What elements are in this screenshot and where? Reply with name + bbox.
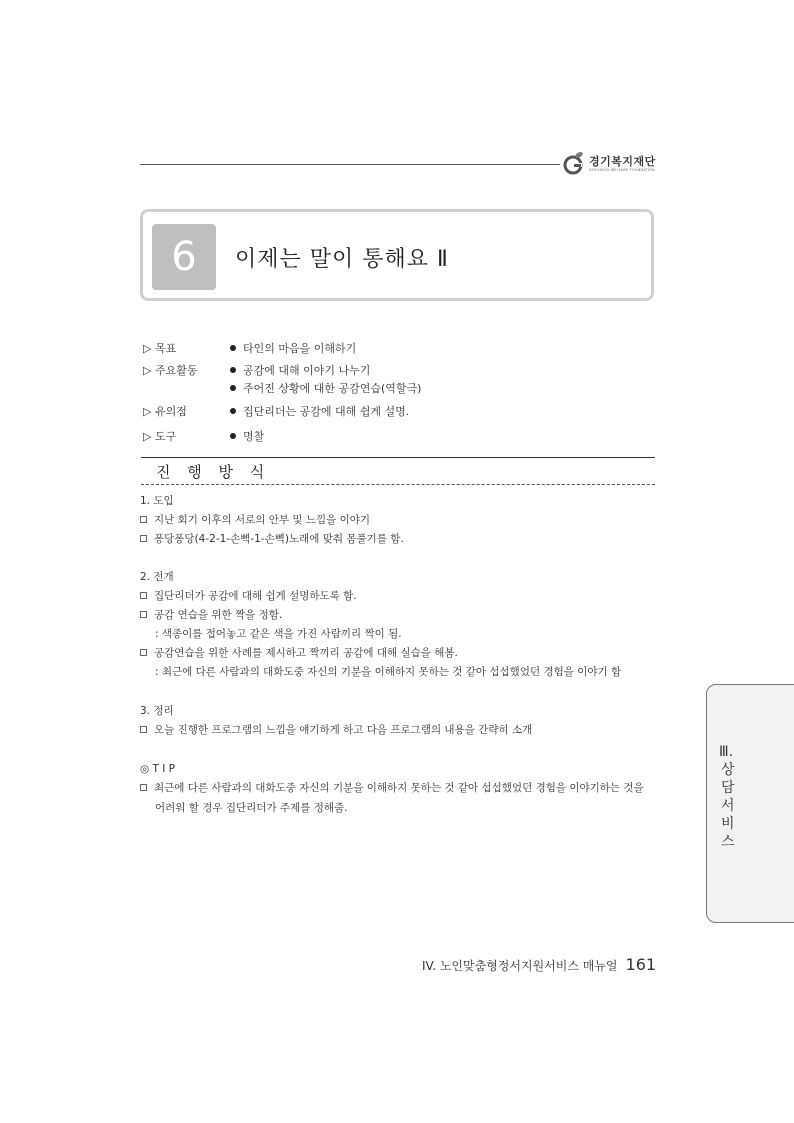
list-subitem: : 색종이를 접어놓고 같은 색을 가진 사람끼리 짝이 됨. — [155, 628, 402, 640]
list-item: 지난 회기 이후의 서로의 안부 및 느낌을 이야기 — [140, 512, 370, 528]
bullet-icon — [230, 345, 236, 351]
session-title: 이제는 말이 통해요 Ⅱ — [235, 247, 449, 272]
activity-item: 주어진 상황에 대한 공감연습(역할극) — [230, 380, 421, 398]
goal-label: ▷ 목표 — [143, 342, 177, 355]
tools-items — [230, 428, 264, 446]
side-tab-line: 스 — [721, 834, 735, 850]
tip-heading: ◎ T I P — [140, 763, 176, 775]
checkbox-square-icon — [140, 726, 147, 733]
activity-item: 공감에 대해 이야기 나누기 — [230, 362, 421, 380]
side-tab-line: 서 — [721, 798, 735, 814]
bullet-icon — [230, 367, 236, 373]
wrapup-heading: 3. 정리 — [140, 705, 174, 717]
list-item: 집단리더가 공감에 대해 쉽게 설명하도록 함. — [140, 588, 357, 604]
list-subitem: : 최근에 다른 사람과의 대화도중 자신의 기분을 이해하지 못하는 것 같아 섭섭했었던 경험을 이야기 함 — [155, 666, 622, 678]
section-bottom-rule — [141, 484, 655, 485]
session-number: 6 — [152, 224, 216, 290]
checkbox-square-icon — [140, 649, 147, 656]
logo-text: 경기복지재단 — [589, 155, 656, 168]
checkbox-square-icon — [140, 784, 147, 791]
foundation-logo — [562, 150, 656, 176]
session-title-box — [140, 209, 654, 301]
page-footer — [422, 955, 656, 974]
goal-items — [230, 340, 356, 358]
header-rule — [140, 164, 560, 165]
caution-items — [230, 403, 409, 421]
list-item: 최근에 다른 사람과의 대화도중 자신의 기분을 이해하지 못하는 것 같아 섭섭했었던 경험을 이야기하는 것을 — [140, 780, 644, 796]
logo-subtext: GYEONGGI WELFARE FOUNDATION — [589, 168, 655, 172]
chapter-side-tab — [706, 684, 794, 923]
tools-item: 명찰 — [230, 428, 264, 446]
side-tab-line: 비 — [721, 816, 735, 832]
side-tab-line: Ⅲ. — [719, 744, 734, 760]
side-tab-line: 담 — [721, 780, 735, 796]
tools-label: ▷ 도구 — [143, 430, 177, 443]
footer-text: IV. 노인맞춤형정서지원서비스 매뉴얼 — [422, 959, 618, 973]
list-item: 공감연습을 위한 사례를 제시하고 짝끼리 공감에 대해 실습을 해봄. — [140, 645, 458, 661]
caution-label: ▷ 유의점 — [143, 405, 187, 418]
activity-label: ▷ 주요활동 — [143, 364, 198, 377]
section-top-rule — [141, 457, 655, 458]
section-title: 진 행 방 식 — [156, 463, 271, 481]
logo-mark-icon — [562, 150, 586, 176]
goal-item: 타인의 마음을 이해하기 — [230, 340, 356, 358]
checkbox-square-icon — [140, 592, 147, 599]
list-item: 공감 연습을 위한 짝을 정함. — [140, 607, 282, 623]
activity-items — [230, 362, 421, 398]
list-item: 오늘 진행한 프로그램의 느낌을 얘기하게 하고 다음 프로그램의 내용을 간략히 소개 — [140, 722, 532, 738]
development-heading: 2. 전개 — [140, 571, 174, 583]
intro-heading: 1. 도입 — [140, 495, 174, 507]
caution-item: 집단리더는 공감에 대해 쉽게 설명. — [230, 403, 409, 421]
list-item: 퐁당퐁당(4-2-1-손뼉-1-손뼉)노래에 맞춰 몸풀기를 함. — [140, 531, 404, 547]
bullet-icon — [230, 433, 236, 439]
bullet-icon — [230, 408, 236, 414]
bullet-icon — [230, 385, 236, 391]
side-tab-line: 상 — [721, 762, 735, 778]
checkbox-square-icon — [140, 535, 147, 542]
page-number: 161 — [625, 955, 657, 974]
checkbox-square-icon — [140, 611, 147, 618]
checkbox-square-icon — [140, 516, 147, 523]
list-item-continuation: 어려워 할 경우 집단리더가 주제를 정해줌. — [155, 802, 348, 814]
chapter-side-label — [719, 743, 735, 851]
